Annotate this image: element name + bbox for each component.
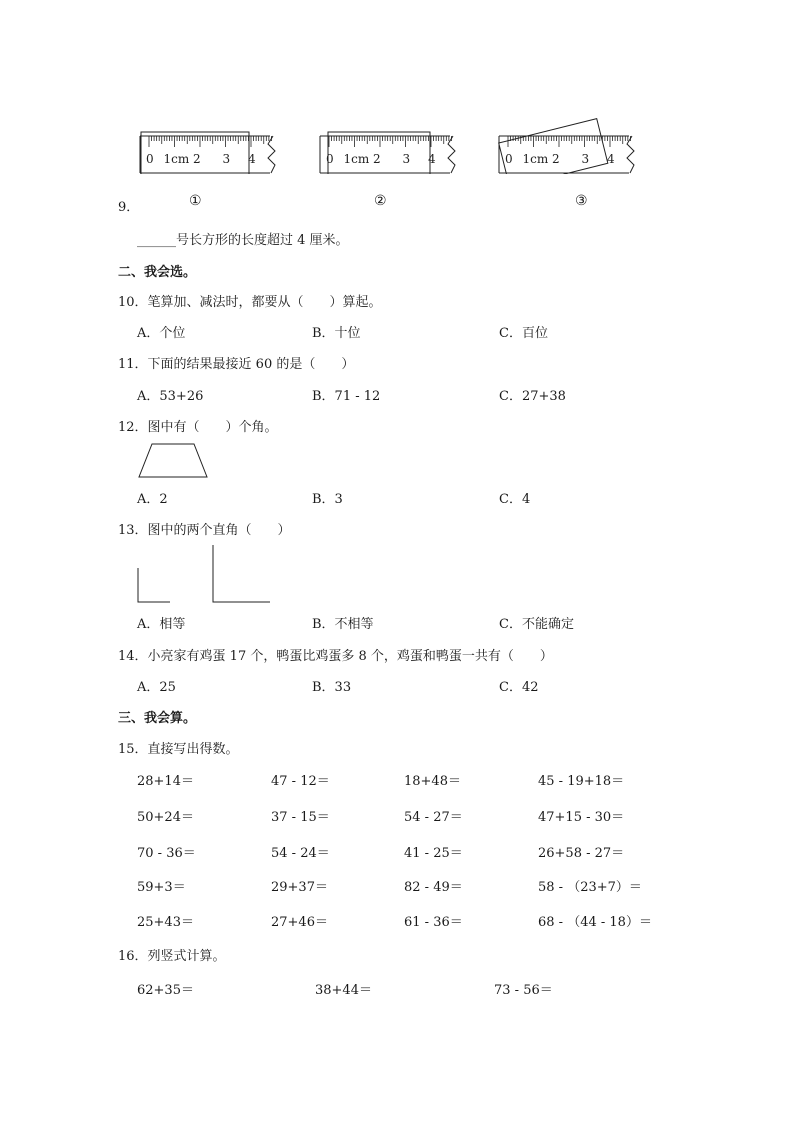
q15-item: 26+58 - 27＝ [538, 846, 625, 861]
right-angle-large [211, 543, 273, 606]
q12-option-c[interactable]: C．4 [499, 492, 531, 507]
q15-item: 37 - 15＝ [271, 810, 330, 825]
q15-item: 25+43＝ [137, 915, 194, 930]
ruler-label: 4 [607, 152, 615, 166]
q16-item-1: 62+35＝ [137, 983, 194, 998]
q10-option-a[interactable]: A．个位 [137, 326, 186, 341]
q15-item: 45 - 19+18＝ [538, 774, 625, 789]
q12-option-a[interactable]: A．2 [137, 492, 168, 507]
ruler-label: 3 [222, 152, 231, 166]
q15-item: 70 - 36＝ [137, 846, 196, 861]
q16-item-2: 38+44＝ [315, 983, 372, 998]
q14-option-c[interactable]: C．42 [499, 680, 539, 695]
q15-item: 59+3＝ [137, 880, 186, 895]
section-3-title: 三、我会算。 [118, 711, 197, 726]
q15-item: 41 - 25＝ [404, 846, 463, 861]
q15-item: 29+37＝ [271, 880, 328, 895]
ruler-mark-1: ① [189, 193, 202, 209]
ruler-label: 0 [505, 152, 513, 166]
q15-item: 58 - （23+7）＝ [538, 880, 642, 895]
q15-item: 27+46＝ [271, 915, 328, 930]
q15-item: 54 - 24＝ [271, 846, 330, 861]
ruler-label: 1cm 2 [522, 152, 560, 166]
q9-number: 9． [118, 200, 140, 215]
q15-item: 61 - 36＝ [404, 915, 463, 930]
q16-item-3: 73 - 56＝ [494, 983, 553, 998]
q15-item: 50+24＝ [137, 810, 194, 825]
q11-option-b[interactable]: B．71 - 12 [312, 389, 381, 404]
ruler-label: 4 [248, 152, 256, 166]
ruler-label: 0 [146, 152, 154, 166]
q13-option-b[interactable]: B．不相等 [312, 617, 374, 632]
ruler-label: 0 [326, 152, 334, 166]
q10-option-c[interactable]: C．百位 [499, 326, 548, 341]
ruler-label: 4 [428, 152, 436, 166]
q13-option-a[interactable]: A．相等 [137, 617, 186, 632]
q15-stem: 15．直接写出得数。 [118, 742, 239, 757]
ruler-label: 1cm 2 [163, 152, 201, 166]
ruler-mark-2: ② [374, 193, 387, 209]
ruler-1 [134, 104, 279, 174]
q15-item: 47+15 - 30＝ [538, 810, 625, 825]
q15-item: 18+48＝ [404, 774, 461, 789]
q12-stem: 12．图中有（ ）个角。 [118, 420, 278, 435]
q15-item: 68 - （44 - 18）＝ [538, 915, 652, 930]
ruler-label: 3 [581, 152, 590, 166]
ruler-3 [493, 104, 638, 174]
q9-answer-line: ______号长方形的长度超过 4 厘米。 [137, 233, 349, 248]
q15-item: 47 - 12＝ [271, 774, 330, 789]
q11-option-c[interactable]: C．27+38 [499, 389, 566, 404]
ruler-label: 1cm 2 [343, 152, 381, 166]
ruler-label: 3 [402, 152, 411, 166]
q14-option-a[interactable]: A．25 [137, 680, 176, 695]
q10-stem: 10．笔算加、减法时，都要从（ ）算起。 [118, 295, 382, 310]
q11-option-a[interactable]: A．53+26 [137, 389, 204, 404]
right-angle-small [136, 566, 172, 606]
q11-stem: 11．下面的结果最接近 60 的是（ ） [118, 357, 355, 372]
ruler-mark-3: ③ [575, 193, 588, 209]
q13-option-c[interactable]: C．不能确定 [499, 617, 574, 632]
q14-option-b[interactable]: B．33 [312, 680, 352, 695]
q15-item: 82 - 49＝ [404, 880, 463, 895]
q10-option-b[interactable]: B．十位 [312, 326, 361, 341]
ruler-2 [314, 104, 459, 174]
q14-stem: 14．小亮家有鸡蛋 17 个，鸭蛋比鸡蛋多 8 个，鸡蛋和鸭蛋一共有（ ） [118, 649, 553, 664]
trapezoid-figure [136, 441, 210, 481]
q15-item: 28+14＝ [137, 774, 194, 789]
q12-option-b[interactable]: B．3 [312, 492, 343, 507]
section-2-title: 二、我会选。 [118, 265, 197, 280]
q16-stem: 16．列竖式计算。 [118, 949, 226, 964]
q13-stem: 13．图中的两个直角（ ） [118, 523, 291, 538]
q15-item: 54 - 27＝ [404, 810, 463, 825]
